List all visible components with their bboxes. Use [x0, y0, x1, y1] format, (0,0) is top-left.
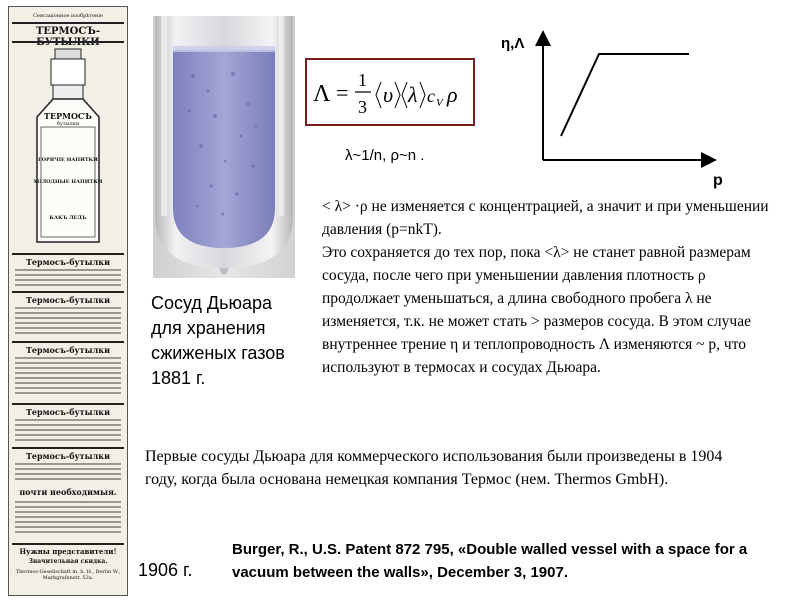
formula-numerator: 1 — [358, 70, 367, 90]
graph-y-label: η,Λ — [501, 35, 525, 52]
ad-footer-discount: Значительная скидка. — [28, 558, 108, 565]
flask-caption: Сосуд Дьюара для хранения сжиженых газов 1881 г. — [151, 293, 285, 388]
ad-section-1: Термосъ-бутылки — [25, 257, 111, 267]
thermos-advertisement — [8, 6, 128, 596]
ad-year: 1906 г. — [138, 560, 193, 580]
formula-lhs: Λ — [313, 81, 331, 107]
formula-c: c — [427, 86, 435, 106]
ad-title: ТЕРМОСЪ- — [35, 26, 101, 37]
description-text — [322, 195, 774, 379]
description-paragraph-2: Это сохраняется до тех пор, пока <λ> не станет равной размерам сосуда, после чего при уменьшении давления плотность ρ продолжает уменьшаться, а длина свободного пробега λ не изменяется, т.к. не может стать > размеров сосуда. В этом случае внутреннее трение η и теплопроводность Λ изменяются ~ p, что используют в термосах и сосудах Дьюара. — [322, 244, 751, 376]
thermal-conductivity-formula — [307, 60, 473, 124]
bottle-ice: КАКЪ ЛЕДЪ — [49, 215, 87, 221]
bottle-label: ТЕРМОСЪ — [44, 111, 92, 121]
formula-lambda: λ — [408, 82, 418, 107]
ad-section-4: Термосъ-бутылки — [25, 407, 111, 417]
patent-reference: Burger, R., U.S. Patent 872 795, «Double walled vessel with a space for a vacuum between the walls», December 3, 1907. — [232, 541, 748, 581]
ad-section-5: Термосъ-бутылки — [25, 451, 111, 461]
lambda-density-relation: λ~1/n, ρ~n . — [345, 147, 425, 164]
ad-footer-company: Thermos-Gesellschaft m. b. H., Berlin W., Markgrafenstr. 52a. — [15, 569, 121, 581]
bottle-hot: ГОРЯЧІЕ НАПИТКИ — [38, 157, 98, 163]
formula-rho: ρ — [447, 82, 458, 107]
formula-velocity: υ — [383, 82, 394, 107]
ad-footer-need: почти необходимыя. — [19, 487, 117, 497]
formula-subscript: V — [436, 97, 443, 109]
ad-section-3: Термосъ-бутылки — [25, 345, 111, 355]
formula-box — [305, 58, 475, 126]
ad-tagline: Сенсаціонное изобрѣтеніе — [33, 13, 103, 19]
history-text: Первые сосуды Дьюара для коммерческого использования были произведены в 1904 году, когда была основана немецкая компания Термос (нем. Thermos GmbH). — [145, 448, 723, 488]
dewar-flask-photo — [153, 16, 295, 278]
ad-section-2: Термосъ-бутылки — [25, 295, 111, 305]
description-paragraph-1: < λ> ·ρ не изменяется с концентрацией, а значит и при уменьшении давления (p=nkT). — [322, 198, 769, 238]
bottle-sub: бутылки — [56, 121, 80, 127]
formula-denominator: 3 — [358, 97, 367, 117]
ad-footer-reps: Нужны представители! — [19, 547, 117, 556]
formula-equals: = — [336, 80, 349, 105]
graph-curve — [561, 54, 689, 136]
bottle-cold: ХОЛОДНЫЕ НАПИТКИ — [33, 179, 103, 185]
graph-x-label: p — [713, 172, 723, 189]
conductivity-pressure-graph — [495, 28, 745, 190]
